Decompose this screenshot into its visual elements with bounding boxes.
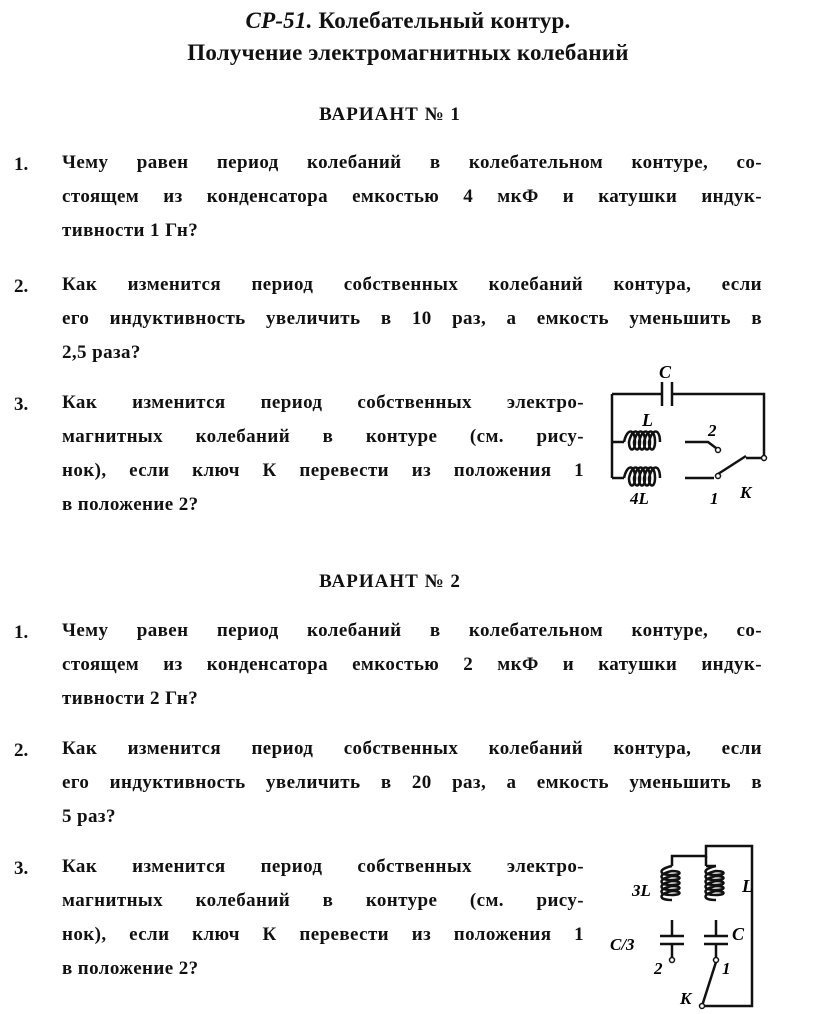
v2-label-c3: C/3 xyxy=(610,935,635,954)
v2-q2-number: 2. xyxy=(14,740,29,761)
v1-q1-line: Чему равен период колебаний в колебательном контуре, со- xyxy=(62,152,762,173)
v1-q1-line: стоящем из конденсатора емкостью 4 мкФ и катушки индук- xyxy=(62,186,762,207)
worksheet-code: СР-51. xyxy=(245,8,313,33)
v2-circuit-diagram xyxy=(606,840,780,1012)
v1-q3-line: в положение 2? xyxy=(62,494,199,515)
v2-q2-line: Как изменится период собственных колебаний контура, если xyxy=(62,738,762,759)
v1-q3-line: нок), если ключ К перевести из положения 1 xyxy=(62,460,584,481)
v1-q2-text xyxy=(62,268,762,370)
v2-coil-l xyxy=(706,866,724,900)
v1-q3-line: Как изменится период собственных электро- xyxy=(62,392,584,413)
v2-switch-k xyxy=(702,962,716,1006)
v2-q3-text xyxy=(62,850,584,986)
v1-label-l: L xyxy=(642,410,653,430)
v1-q2-line: 2,5 раза? xyxy=(62,342,141,363)
v2-label-c: C xyxy=(732,924,745,944)
v1-label-c: C xyxy=(659,362,672,382)
v1-q1-text xyxy=(62,146,762,248)
v1-circuit-diagram xyxy=(598,362,776,512)
v2-q3-line: нок), если ключ К перевести из положения 1 xyxy=(62,924,584,945)
v1-label-pos2: 2 xyxy=(708,421,717,440)
v2-q2-text xyxy=(62,732,762,834)
v2-q3-line: в положение 2? xyxy=(62,958,199,979)
title-line1: Колебательный контур. xyxy=(318,8,571,33)
v2-q2-line: его индуктивность увеличить в 20 раз, а емкость уменьшить в xyxy=(62,772,762,793)
v2-q3-number: 3. xyxy=(14,858,29,879)
v1-switch-k xyxy=(718,456,746,474)
v1-q3-number: 3. xyxy=(14,394,29,415)
v2-q1-number: 1. xyxy=(14,622,29,643)
v1-label-4l: 4L xyxy=(630,489,649,508)
v2-q3-line: магнитных колебаний в контуре (см. рису- xyxy=(62,890,584,911)
variant-2-heading: ВАРИАНТ № 2 xyxy=(319,571,461,592)
v1-label-pos1: 1 xyxy=(710,489,719,508)
v1-q2-line: его индуктивность увеличить в 10 раз, а емкость уменьшить в xyxy=(62,308,762,329)
v2-coil-3l xyxy=(662,866,680,900)
v2-label-k: K xyxy=(680,989,692,1008)
v1-coil-4l xyxy=(624,468,660,486)
v1-q2-line: Как изменится период собственных колебаний контура, если xyxy=(62,274,762,295)
variant-1-heading: ВАРИАНТ № 1 xyxy=(319,104,461,125)
v2-label-l: L xyxy=(742,876,753,896)
v2-q2-line: 5 раз? xyxy=(62,806,116,827)
v1-label-k: K xyxy=(740,483,752,502)
v2-label-3l: 3L xyxy=(632,881,651,900)
v1-coil-l xyxy=(624,432,660,450)
v2-q3-line: Как изменится период собственных электро- xyxy=(62,856,584,877)
v1-q1-line: тивности 1 Гн? xyxy=(62,220,199,241)
v2-label-pos1: 1 xyxy=(722,959,731,978)
v1-q3-text xyxy=(62,386,584,522)
v1-q1-number: 1. xyxy=(14,154,29,175)
page-subtitle: Получение электромагнитных колебаний xyxy=(187,40,629,65)
v2-q1-text xyxy=(62,614,762,716)
v2-q1-line: тивности 2 Гн? xyxy=(62,688,199,709)
v2-label-pos2: 2 xyxy=(654,959,663,978)
v2-q1-line: стоящем из конденсатора емкостью 2 мкФ и катушки индук- xyxy=(62,654,762,675)
v2-q1-line: Чему равен период колебаний в колебательном контуре, со- xyxy=(62,620,762,641)
v1-q2-number: 2. xyxy=(14,276,29,297)
page-title xyxy=(0,8,816,34)
v1-q3-line: магнитных колебаний в контуре (см. рису- xyxy=(62,426,584,447)
